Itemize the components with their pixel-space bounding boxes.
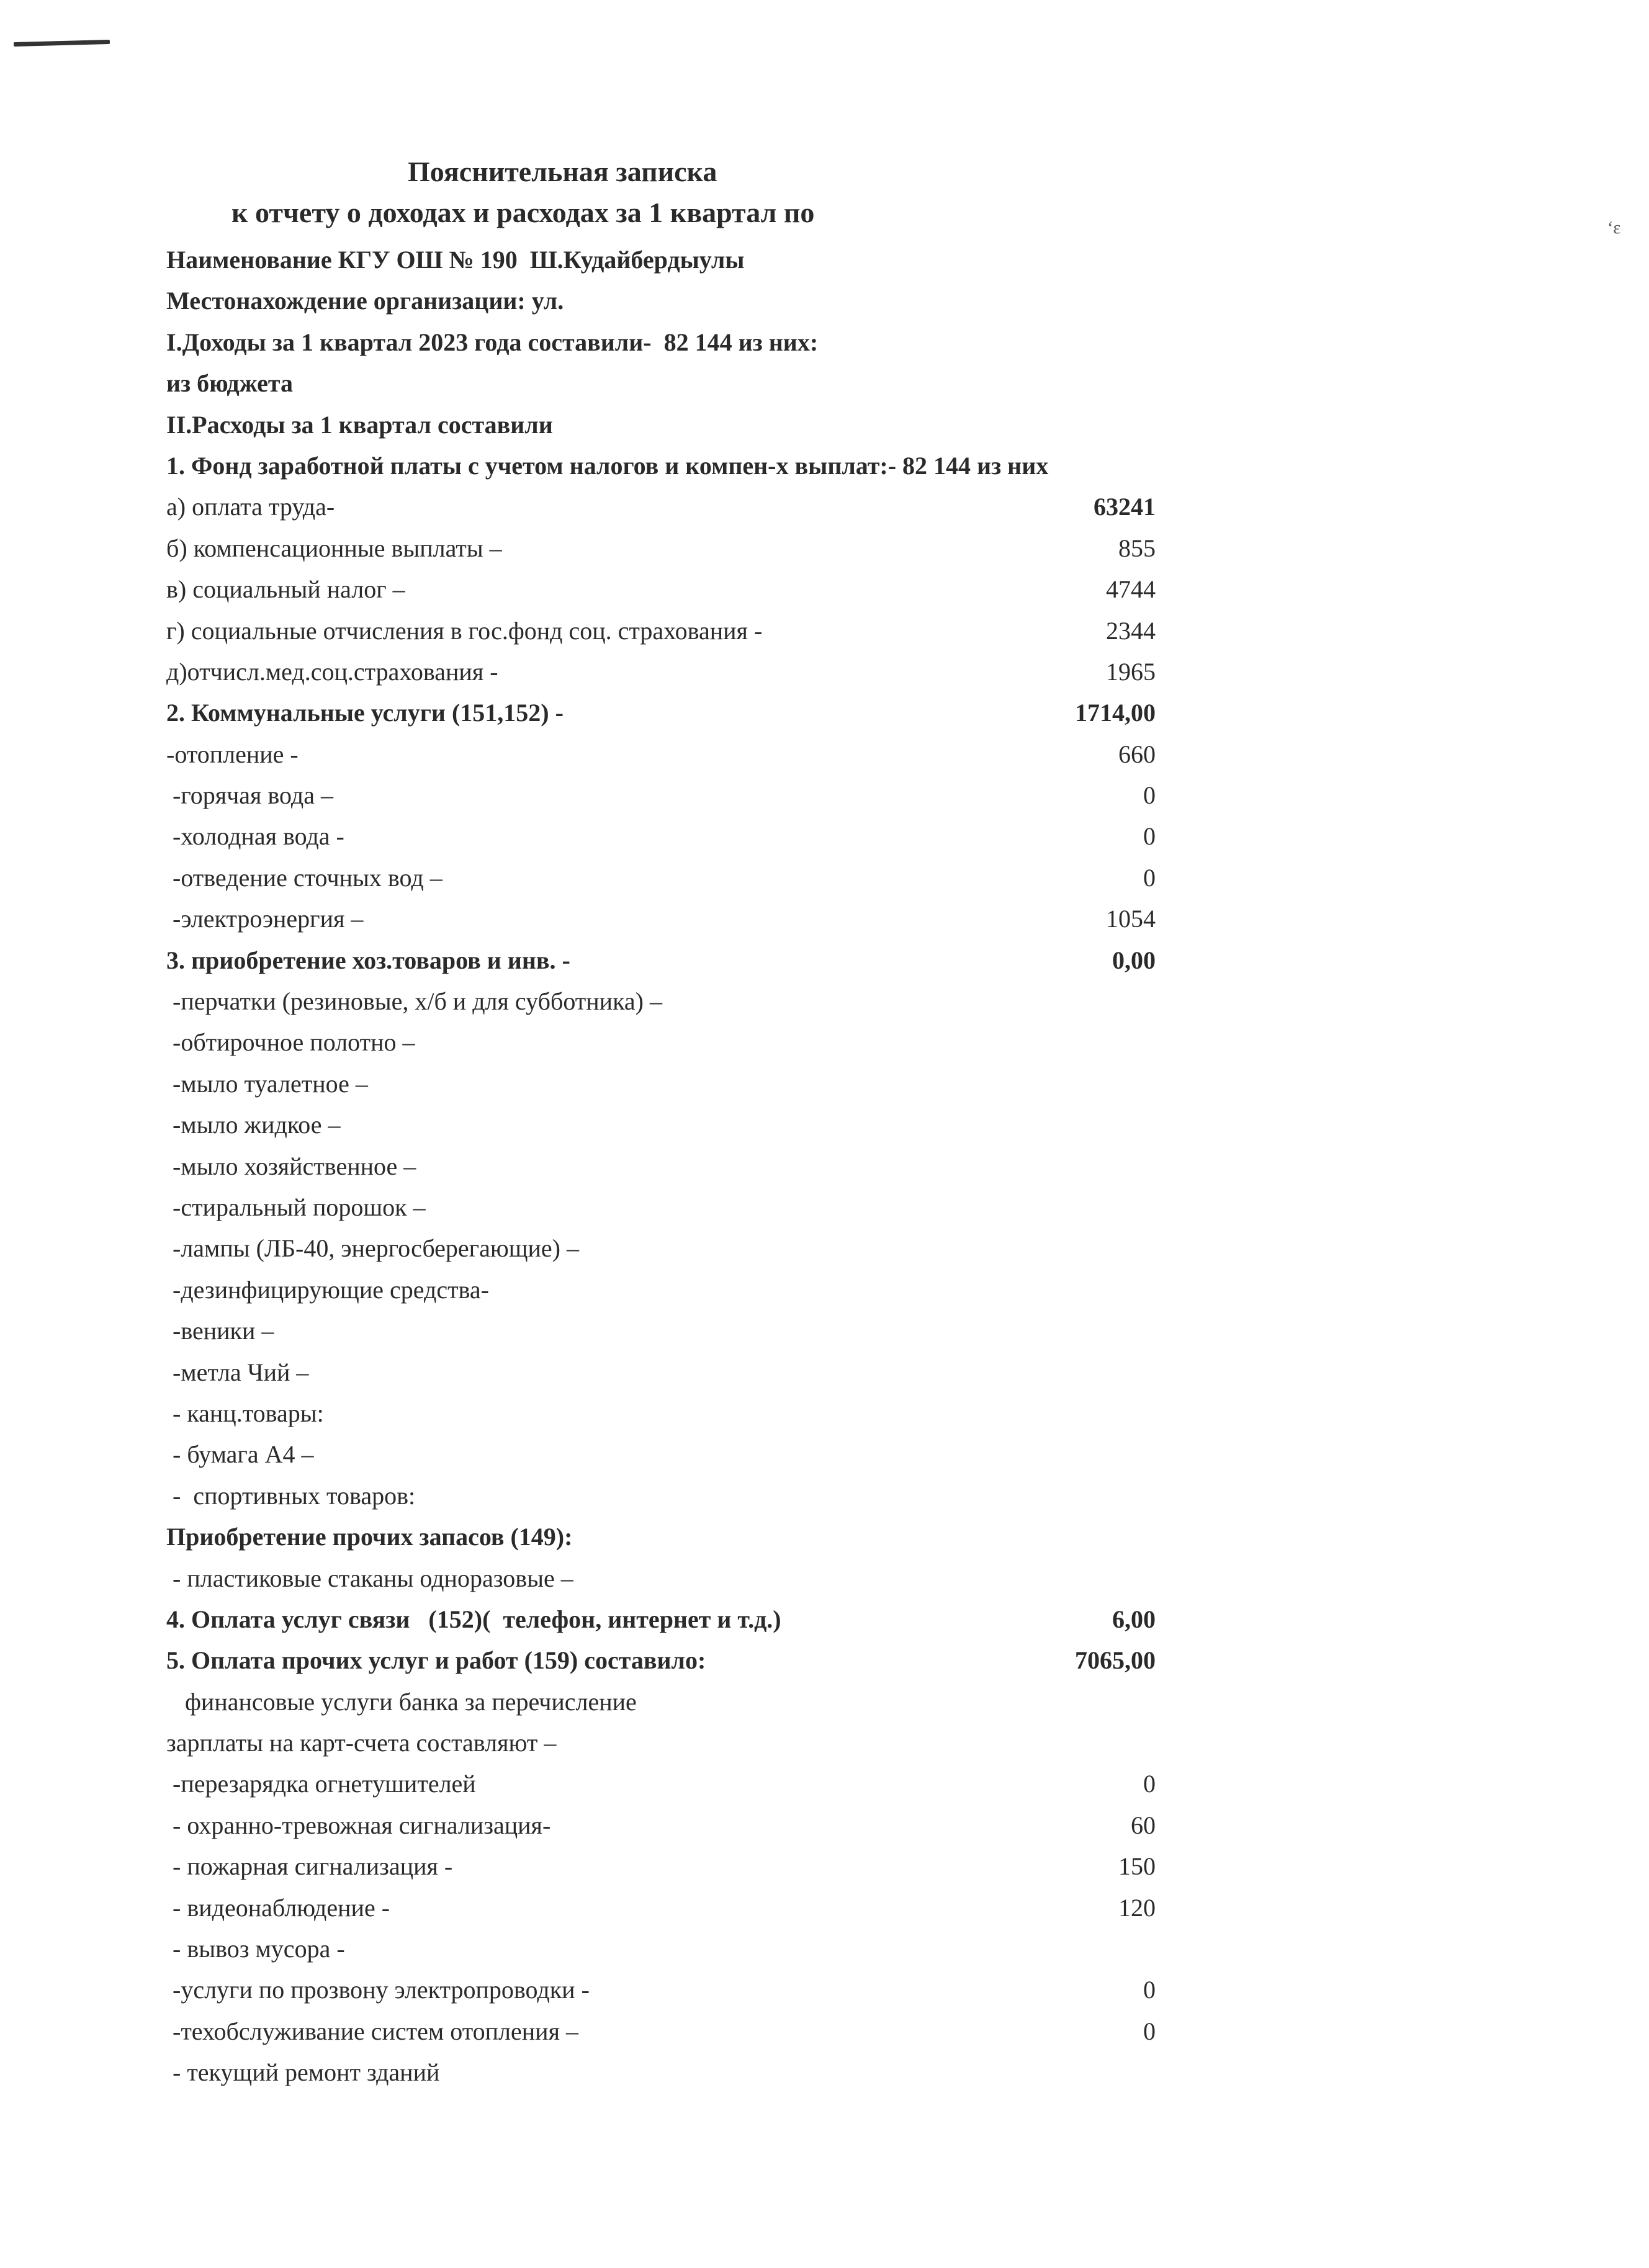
report-lines — [166, 240, 1159, 2094]
report-line — [166, 1434, 1159, 1475]
report-line — [166, 652, 1159, 693]
line-value: 0 — [1143, 781, 1156, 810]
report-line — [166, 899, 1159, 939]
line-label: I.Доходы за 1 квартал 2023 года составили- 82 144 из них: — [166, 328, 819, 356]
line-label: -электроэнергия – — [173, 905, 364, 933]
report-line — [166, 1640, 1159, 1681]
line-label: в) социальный налог – — [166, 575, 405, 604]
line-label: а) оплата труда- — [166, 493, 335, 521]
report-line — [166, 1393, 1159, 1434]
report-line — [166, 1105, 1159, 1145]
line-label: -перезарядка огнетушителей — [173, 1770, 476, 1798]
report-line — [166, 486, 1159, 527]
line-label: г) социальные отчисления в гос.фонд соц. страхования - — [166, 616, 763, 645]
report-line — [166, 1558, 1159, 1599]
line-label: Наименование КГУ ОШ № 190 Ш.Кудайбердыулы — [166, 246, 745, 274]
report-line — [166, 816, 1159, 857]
line-label: - пластиковые стаканы одноразовые – — [173, 1564, 573, 1592]
line-label: -услуги по прозвону электропроводки - — [173, 1976, 590, 2004]
line-label: - пожарная сигнализация - — [173, 1852, 453, 1881]
line-label: -веники – — [173, 1317, 274, 1345]
line-label: -холодная вода - — [173, 822, 344, 851]
line-value: 1054 — [1106, 905, 1156, 933]
document-subtitle: к отчету о доходах и расходах за 1 квартал по — [231, 197, 815, 228]
line-label: д)отчисл.мед.соц.страхования - — [166, 657, 498, 686]
line-value: 0 — [1143, 1770, 1156, 1798]
report-line — [166, 1846, 1159, 1887]
report-line — [166, 322, 1159, 363]
line-label: - вывоз мусора - — [173, 1935, 345, 1963]
line-label: - канц.товары: — [173, 1399, 324, 1427]
report-line — [166, 940, 1159, 981]
line-value: 0 — [1143, 863, 1156, 892]
line-label: финансовые услуги банка за перечисление — [173, 1687, 637, 1716]
report-line — [166, 1187, 1159, 1228]
report-line — [166, 1929, 1159, 1970]
report-line — [166, 240, 1159, 280]
line-label: -лампы (ЛБ-40, энергосберегающие) – — [173, 1234, 579, 1263]
line-label: 4. Оплата услуг связи (152)( телефон, интернет и т.д.) — [166, 1605, 781, 1633]
line-value: 150 — [1118, 1852, 1156, 1881]
line-value: 60 — [1131, 1811, 1156, 1839]
report-line — [166, 1599, 1159, 1640]
line-label: -техобслуживание систем отопления – — [173, 2017, 578, 2045]
line-label: -перчатки (резиновые, х/б и для субботника) – — [173, 987, 662, 1016]
line-value: 855 — [1118, 534, 1156, 562]
line-value: 1714,00 — [1075, 699, 1156, 727]
report-line — [166, 1682, 1159, 1723]
line-label: II.Расходы за 1 квартал составили — [166, 410, 553, 439]
report-line — [166, 1888, 1159, 1929]
report-line — [166, 775, 1159, 816]
line-label: -мыло туалетное – — [173, 1069, 368, 1098]
line-label: 3. приобретение хоз.товаров и инв. - — [166, 946, 570, 974]
line-label: -обтирочное полотно – — [173, 1028, 415, 1057]
line-label: б) компенсационные выплаты – — [166, 534, 502, 562]
report-line — [166, 569, 1159, 610]
report-line — [166, 611, 1159, 652]
line-label: Приобретение прочих запасов (149): — [166, 1523, 573, 1551]
report-line — [166, 1723, 1159, 1764]
line-label: - видеонаблюдение - — [173, 1893, 390, 1922]
line-label: -мыло хозяйственное – — [173, 1152, 416, 1180]
report-line — [166, 1805, 1159, 1846]
report-line — [166, 405, 1159, 446]
line-label: - бумага А4 – — [173, 1440, 314, 1469]
line-label: 1. Фонд заработной платы с учетом налогов и компен-х выплат:- 82 144 из них — [166, 451, 1049, 480]
line-label: зарплаты на карт-счета составляют – — [166, 1729, 557, 1757]
scan-mark — [14, 40, 110, 47]
report-line — [166, 1517, 1159, 1558]
line-label: -дезинфицирующие средства- — [173, 1275, 489, 1304]
report-line — [166, 1022, 1159, 1063]
report-line — [166, 1228, 1159, 1269]
report-line — [166, 858, 1159, 899]
line-label: -отопление - — [166, 740, 299, 768]
line-label: -горячая вода – — [173, 781, 333, 810]
line-label: -метла Чий – — [173, 1358, 309, 1386]
line-value: 120 — [1118, 1893, 1156, 1922]
report-line — [166, 1270, 1159, 1311]
line-value: 2344 — [1106, 616, 1156, 645]
line-label: -мыло жидкое – — [173, 1111, 341, 1139]
report-line — [166, 1764, 1159, 1804]
report-line — [166, 734, 1159, 775]
line-label: 5. Оплата прочих услуг и работ (159) составило: — [166, 1646, 706, 1675]
line-value: 0 — [1143, 822, 1156, 851]
line-value: 7065,00 — [1075, 1646, 1156, 1675]
line-label: - охранно-тревожная сигнализация- — [173, 1811, 551, 1839]
line-label: -отведение сточных вод – — [173, 863, 443, 892]
report-line — [166, 1311, 1159, 1351]
line-value: 63241 — [1094, 493, 1156, 521]
line-value: 660 — [1118, 740, 1156, 768]
report-line — [166, 1476, 1159, 1517]
line-label: - спортивных товаров: — [173, 1481, 416, 1510]
report-line — [166, 1970, 1159, 2010]
report-line — [166, 280, 1159, 321]
report-line — [166, 1352, 1159, 1393]
line-value: 0 — [1143, 2017, 1156, 2045]
line-value: 0 — [1143, 1976, 1156, 2004]
report-line — [166, 363, 1159, 404]
line-label: - текущий ремонт зданий — [173, 2058, 440, 2087]
report-line — [166, 1064, 1159, 1105]
report-line — [166, 2011, 1159, 2052]
report-line — [166, 528, 1159, 569]
line-label: из бюджета — [166, 369, 294, 398]
report-line — [166, 693, 1159, 733]
report-line — [166, 446, 1159, 486]
line-value: 6,00 — [1112, 1605, 1156, 1633]
line-value: 0,00 — [1112, 946, 1156, 974]
line-label: Местонахождение организации: ул. — [166, 287, 564, 315]
line-label: 2. Коммунальные услуги (151,152) - — [166, 699, 564, 727]
line-value: 4744 — [1106, 575, 1156, 604]
report-line — [166, 981, 1159, 1022]
report-line — [166, 1146, 1159, 1187]
document-title: Пояснительная записка — [408, 156, 717, 187]
scan-speck: ʻε — [1607, 218, 1621, 238]
line-label: -стиральный порошок – — [173, 1193, 426, 1221]
line-value: 1965 — [1106, 657, 1156, 686]
report-line — [166, 2052, 1159, 2093]
